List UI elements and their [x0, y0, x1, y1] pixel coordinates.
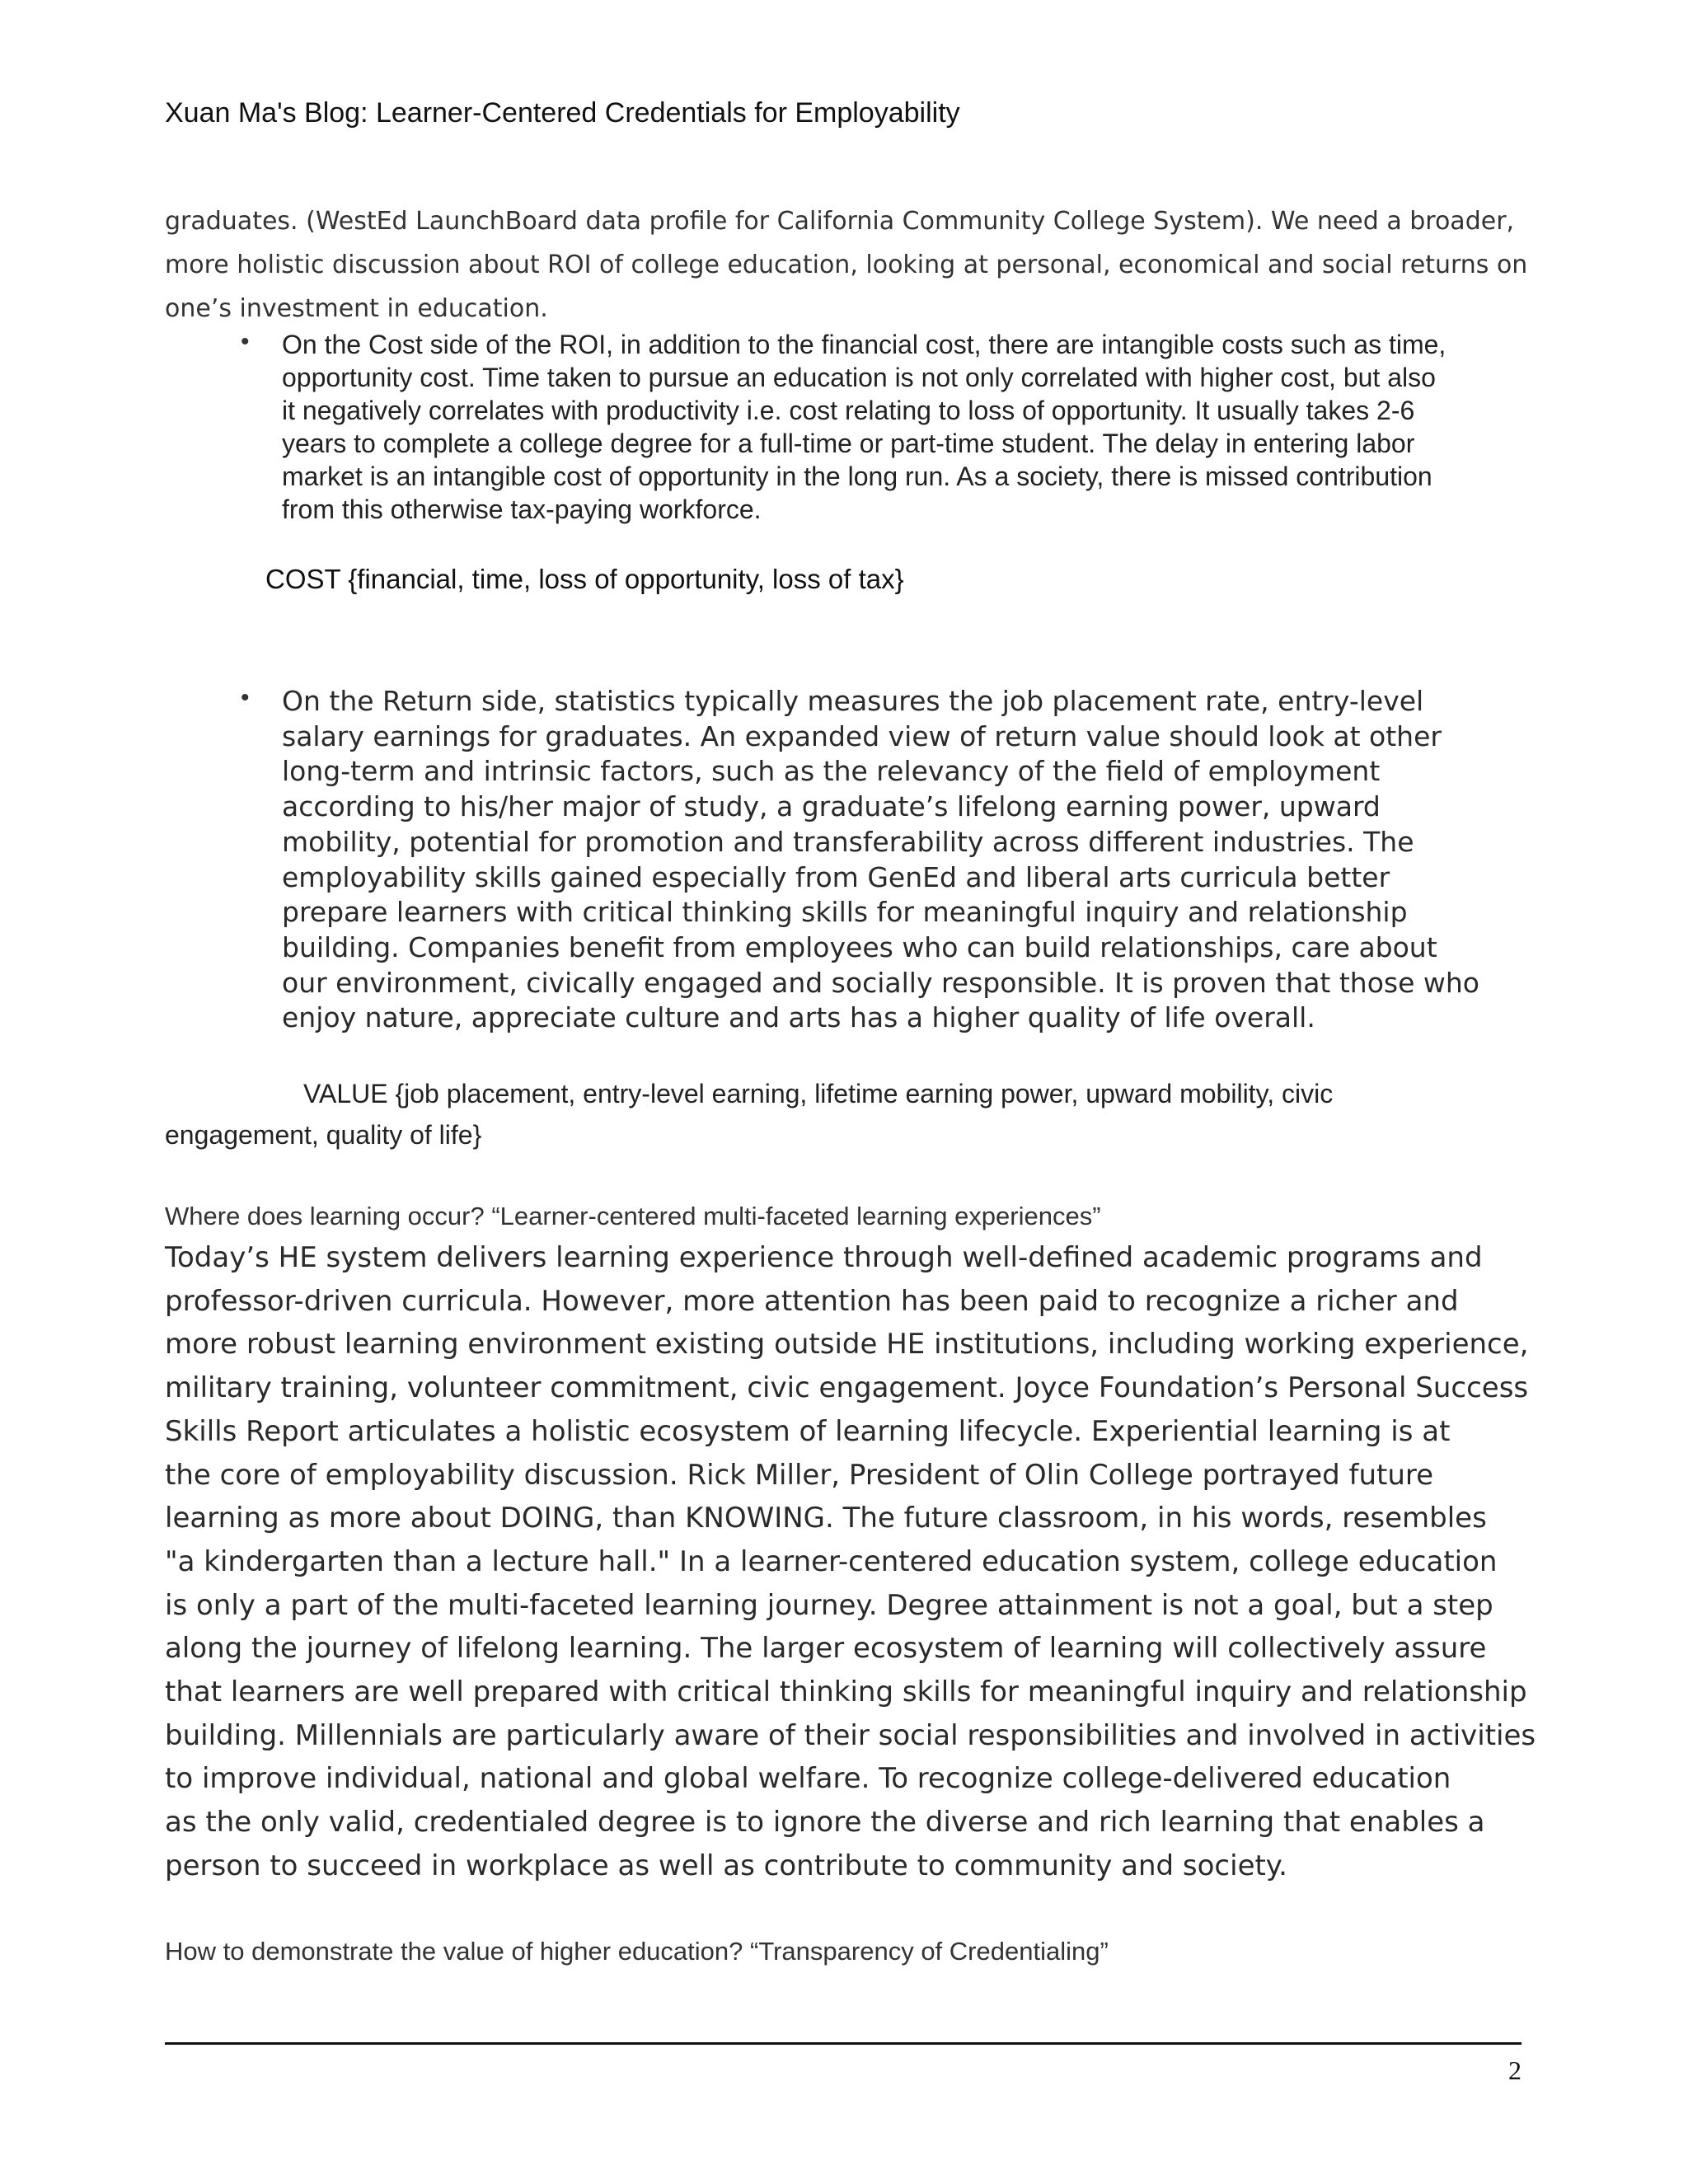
text-line: long-term and intrinsic factors, such as the relevancy of the field of employment — [282, 755, 1381, 788]
text-line: that learners are well prepared with critical thinking skills for meaningful inquiry and relationship — [165, 1675, 1527, 1709]
text-line: employability skills gained especially from GenEd and liberal arts curricula better — [282, 860, 1390, 893]
value-formula — [165, 1073, 1517, 1155]
text-line: VALUE {job placement, entry-level earning, lifetime earning power, upward mobility, civic — [303, 1079, 1334, 1108]
text-line: it negatively correlates with productivity i.e. cost relating to loss of opportunity. It usually takes 2-6 — [282, 396, 1415, 425]
text-line: Today’s HE system delivers learning experience through well-defined academic programs and — [165, 1241, 1483, 1274]
text-line: more holistic discussion about ROI of college education, looking at personal, economical and social returns on — [165, 251, 1528, 279]
cost-formula: COST {financial, time, loss of opportunity, loss of tax} — [265, 564, 904, 594]
page-number: 2 — [1508, 2055, 1522, 2085]
text-line: salary earnings for graduates. An expanded view of return value should look at other — [282, 719, 1442, 752]
text-line: "a kindergarten than a lecture hall." In a learner-centered education system, college education — [165, 1544, 1498, 1578]
text-line: building. Millennials are particularly aware of their social responsibilities and involved in activities — [165, 1718, 1536, 1752]
text-line: On the Cost side of the ROI, in addition to the financial cost, there are intangible costs such as time, — [282, 330, 1447, 359]
text-line: graduates. (WestEd LaunchBoard data profile for California Community College System). We need a broader, — [165, 207, 1515, 236]
bullet-marker: • — [241, 328, 250, 355]
text-line: building. Companies benefit from employees who can build relationships, care about — [282, 930, 1437, 963]
text-line: learning as more about DOING, than KNOWING. The future classroom, in his words, resembles — [165, 1502, 1487, 1535]
text-line: professor-driven curricula. However, more attention has been paid to recognize a richer and — [165, 1284, 1459, 1318]
value-bullet-text — [282, 684, 1479, 1036]
learning-section-heading: Where does learning occur? “Learner-centered multi-faceted learning experiences” — [165, 1202, 1101, 1230]
text-line: our environment, civically engaged and socially responsible. It is proven that those who — [282, 966, 1479, 999]
cost-bullet-text — [282, 328, 1446, 526]
intro-paragraph — [165, 199, 1528, 330]
page-header-title: Xuan Ma's Blog: Learner-Centered Credentials for Employability — [165, 97, 960, 129]
text-line: prepare learners with critical thinking skills for meaningful inquiry and relationship — [282, 896, 1408, 929]
text-line: years to complete a college degree for a full-time or part-time student. The delay in entering labor — [282, 429, 1415, 458]
text-line: engagement, quality of life} — [165, 1120, 482, 1150]
bullet-marker: • — [241, 684, 250, 711]
learning-paragraph — [165, 1236, 1536, 1888]
transparency-section-heading: How to demonstrate the value of higher education? “Transparency of Credentialing” — [165, 1937, 1109, 1966]
text-line: along the journey of lifelong learning. The larger ecosystem of learning will collectively assure — [165, 1632, 1487, 1666]
footer-divider — [165, 2042, 1522, 2045]
text-line: On the Return side, statistics typically measures the job placement rate, entry-level — [282, 685, 1424, 717]
text-line: enjoy nature, appreciate culture and arts has a higher quality of life overall. — [282, 1001, 1315, 1034]
text-line: military training, volunteer commitment, civic engagement. Joyce Foundation’s Personal Success — [165, 1371, 1529, 1405]
text-line: mobility, potential for promotion and transferability across different industries. The — [282, 825, 1414, 858]
text-line: from this otherwise tax-paying workforce. — [282, 494, 762, 524]
text-line: as the only valid, credentialed degree is to ignore the diverse and rich learning that enables a — [165, 1806, 1485, 1840]
text-line: one’s investment in education. — [165, 294, 548, 323]
text-line: is only a part of the multi-faceted learning journey. Degree attainment is not a goal, but a step — [165, 1588, 1493, 1622]
text-line: opportunity cost. Time taken to pursue an education is not only correlated with higher cost, but also — [282, 363, 1436, 392]
text-line: market is an intangible cost of opportunity in the long run. As a society, there is missed contribution — [282, 462, 1432, 491]
text-line: to improve individual, national and global welfare. To recognize college-delivered education — [165, 1762, 1451, 1796]
text-line: person to succeed in workplace as well as contribute to community and society. — [165, 1849, 1287, 1882]
text-line: the core of employability discussion. Rick Miller, President of Olin College portrayed future — [165, 1458, 1434, 1492]
text-line: according to his/her major of study, a graduate’s lifelong earning power, upward — [282, 790, 1381, 823]
text-line: Skills Report articulates a holistic ecosystem of learning lifecycle. Experiential learning is at — [165, 1414, 1451, 1448]
text-line: more robust learning environment existing outside HE institutions, including working experience, — [165, 1328, 1529, 1361]
